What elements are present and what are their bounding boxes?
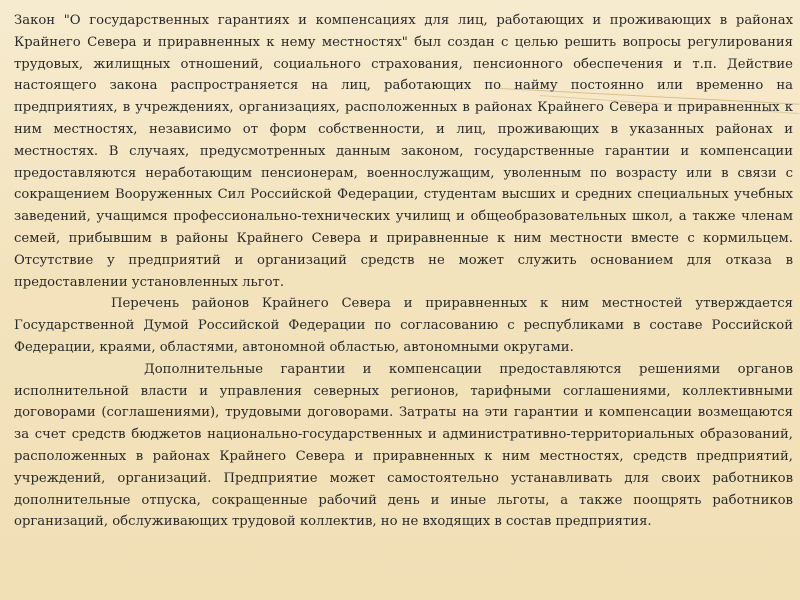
paragraph-2: Перечень районов Крайнего Севера и приравненных к ним местностей утверждается Государственной Думой Российской Федерации по согласованию с республиками в составе Российской Федерации, краями, областями, автономной областью, автономными округами. — [14, 296, 793, 355]
paragraph-1: Закон "О государственных гарантиях и компенсациях для лиц, работающих и проживающих в районах Крайнего Севера и приравненных к нему местностях" был создан с целью решить вопросы регулирования трудовых, жилищных отношений, социального страхования, пенсионного обеспечения и т.п. Действие настоящего закона распространяется на лиц, работающих по найму постоянно или временно на предприятиях, в учреждениях, организациях, расположенных в районах Крайнего Севера и приравненных к ним местностях, независимо от форм собственности, и лиц, проживающих в указанных районах и местностях. В случаях, предусмотренных данным законом, государственные гарантии и компенсации предоставляются неработающим пенсионерам, военнослужащим, уволенным по возрасту или в связи с сокращением Вооруженных Сил Российской Федерации, студентам высших и средних специальных учебных заведений, учащимся профессионально-технических училищ и общеобразовательных школ, а также членам семей, прибывшим в районы Крайнего Севера и приравненные к ним местности вместе с кормильцем. Отсутствие у предприятий и организаций средств не может служить основанием для отказа в предоставлении установленных льгот. — [14, 13, 793, 290]
paragraph-3: Дополнительные гарантии и компенсации предоставляются решениями органов исполнительной власти и управления северных регионов, тарифными соглашениями, коллективными договорами (соглашениями), трудовыми договорами. Затраты на эти гарантии и компенсации возмещаются за счет средств бюджетов национально-государственных и административно-территориальных образований, расположенных в районах Крайнего Севера и приравненных к ним местностях, средств предприятий, учреждений, организаций. Предприятие может самостоятельно устанавливать для своих работников дополнительные отпуска, сокращенные рабочий день и иные льготы, а также поощрять работников организаций, обслуживающих трудовой коллектив, но не входящих в состав предприятия. — [14, 361, 793, 530]
document-text — [14, 10, 793, 533]
